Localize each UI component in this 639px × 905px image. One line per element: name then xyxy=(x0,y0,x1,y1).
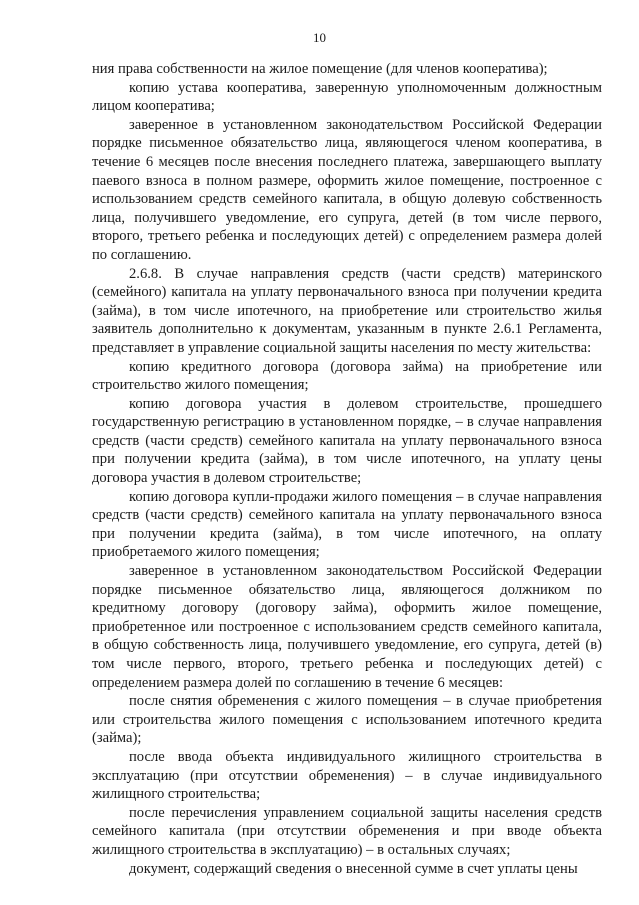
paragraph: 2.6.8. В случае направления средств (части средств) материнского (семейного) капитала на уплату первоначального взноса при получении кредита (займа), в том числе ипотечного, на приобретение или строительство жилья заявитель дополнительно к документам, указанным в пункте 2.6.1 Регламента, представляет в управление социальной защиты населения по месту жительства: xyxy=(92,265,602,356)
paragraph: копию кредитного договора (договора займа) на приобретение или строительство жилого помещения; xyxy=(92,358,602,394)
paragraph: после перечисления управлением социальной защиты населения средств семейного капитала (при отсутствии обременения и при вводе объекта жилищного строительства в эксплуатацию) – в остальных случаях; xyxy=(92,804,602,858)
paragraph: заверенное в установленном законодательством Российской Федерации порядке письменное обязательство лица, являющегося должником по кредитному договору (договору займа), оформить жилое помещение, приобретенное или построенное с использованием средств семейного капитала, в общую собственность лица, получившего уведомление, его супруга, детей (в) том числе первого, второго, третьего ребенка и последующих детей) с определением размера долей по соглашению в течение 6 месяцев: xyxy=(92,563,602,691)
paragraph: после ввода объекта индивидуального жилищного строительства в эксплуатацию (при отсутствии обременения) – в случае индивидуального жилищного строительства; xyxy=(92,748,602,803)
paragraph: после снятия обременения с жилого помещения – в случае приобретения или строительства жилого помещения с использованием ипотечного кредита (займа); xyxy=(92,693,602,747)
paragraph: копию договора купли-продажи жилого помещения – в случае направления средств (части средств) семейного капитала на уплату первоначального взноса при получении кредита (займа), в том числе ипотечного, на оплату приобретаемого жилого помещения; xyxy=(92,488,602,561)
paragraph: копию договора участия в долевом строительстве, прошедшего государственную регистрацию в установленном порядке, – в случае направления средств (части средств) семейного капитала на уплату первоначального взноса при получении кредита (займа), в том числе ипотечного, на уплату цены договора участия в долевом строительстве; xyxy=(92,395,602,487)
document-body xyxy=(92,60,602,878)
paragraph: копию устава кооператива, заверенную уполномоченным должностным лицом кооператива; xyxy=(92,79,602,115)
paragraph: заверенное в установленном законодательством Российской Федерации порядке письменное обязательство лица, являющегося членом кооператива, в течение 6 месяцев после внесения последнего платежа, завершающего выплату паевого взноса в полном размере, оформить жилое помещение, построенное с использованием средств семейного капитала, в общую долевую собственность лица, получившего уведомление, его супруга, детей (в том числе первого, второго, третьего ребенка и последующих детей) с определением размера долей по соглашению. xyxy=(92,116,602,263)
paragraph: документ, содержащий сведения о внесенной сумме в счет уплаты цены xyxy=(129,860,578,877)
paragraph-continuation: ния права собственности на жилое помещение (для членов кооператива); xyxy=(92,61,548,77)
page-number: 10 xyxy=(313,30,326,45)
